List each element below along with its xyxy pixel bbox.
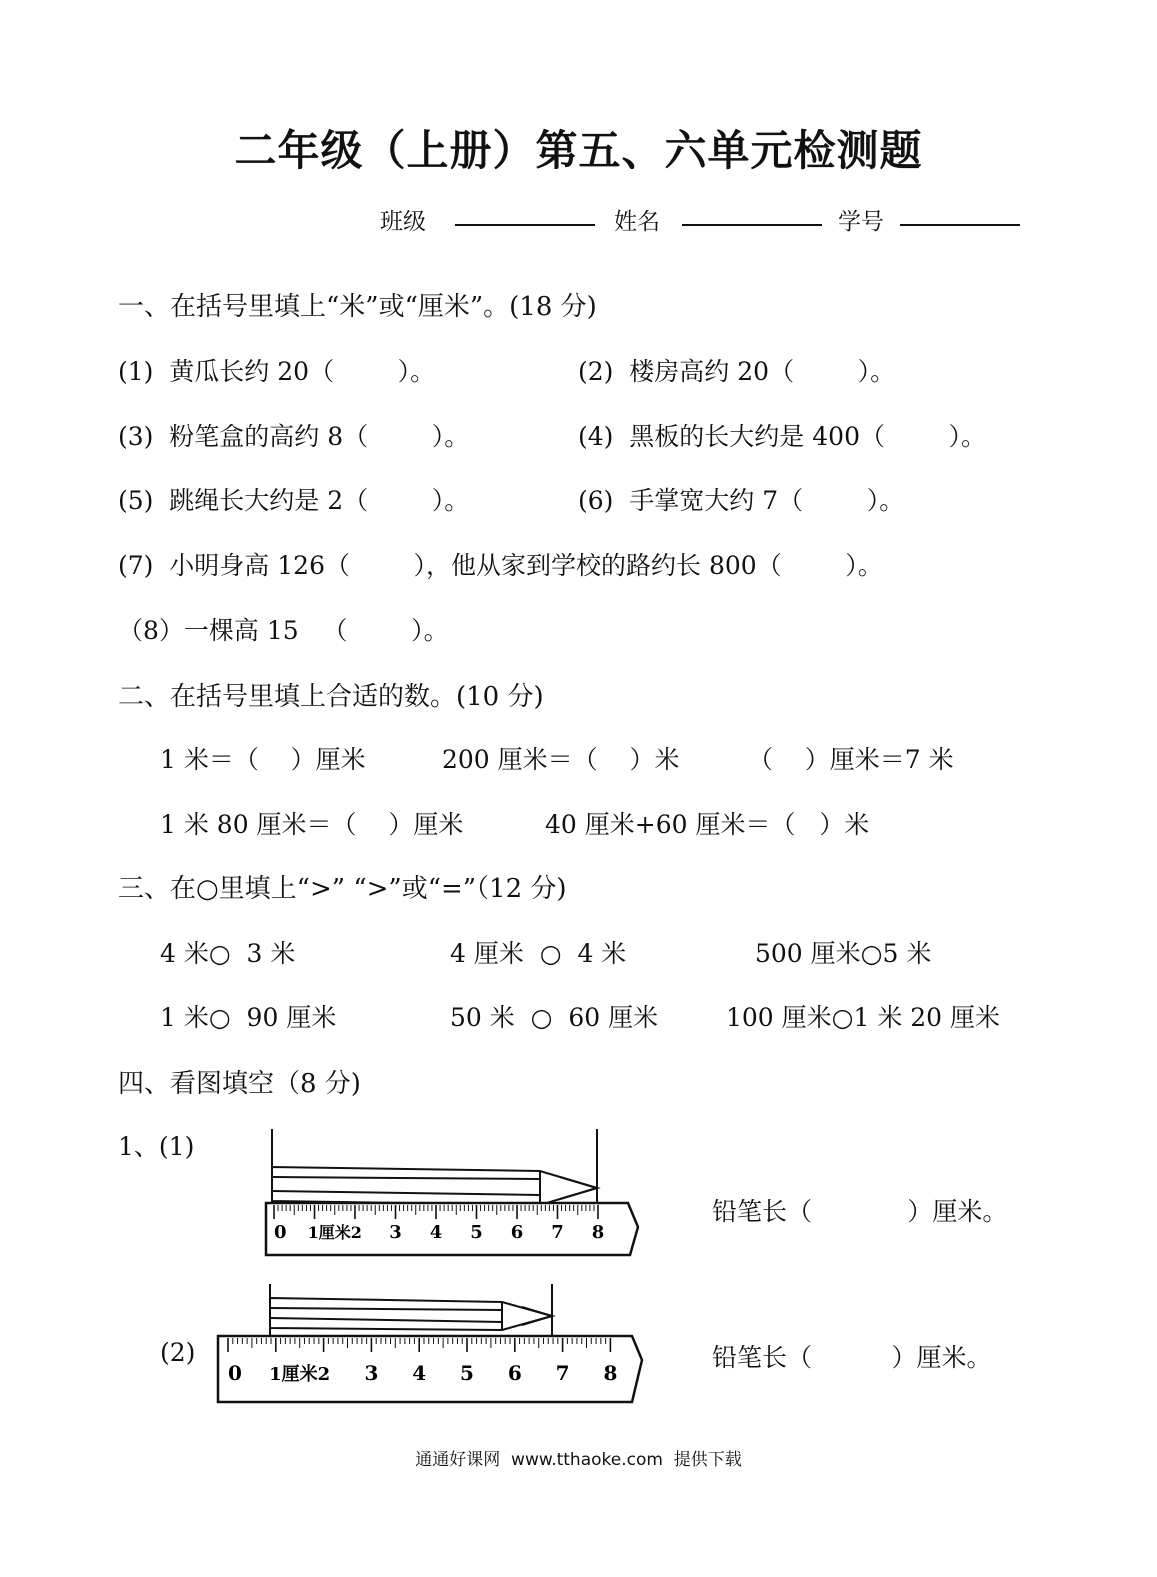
- question-5: (5) 跳绳长大约是 2（ ）。: [118, 486, 470, 515]
- ruler-label: 5: [470, 1222, 483, 1243]
- conversion-1: 1 米＝（ ）厘米: [160, 745, 366, 774]
- figure-pencil-ruler-1: [260, 1125, 650, 1265]
- question-6: (6) 手掌宽大约 7（ ）。: [578, 486, 905, 515]
- question-8: （8）一棵高 15 （ ）。: [118, 616, 449, 645]
- ruler-label: 4: [412, 1361, 427, 1385]
- ruler-label: 8: [591, 1222, 605, 1243]
- pencil: [272, 1167, 597, 1205]
- ruler-label: 0: [274, 1222, 287, 1243]
- question-2: (2) 楼房高约 20（ ）。: [578, 357, 896, 386]
- ruler-label: 7: [551, 1222, 564, 1243]
- ruler-label: 5: [460, 1361, 474, 1385]
- class-label: 班级: [380, 209, 426, 235]
- name-label: 姓名: [614, 209, 660, 235]
- ruler-label: 4: [429, 1222, 443, 1243]
- compare-6: 100 厘米○1 米 20 厘米: [726, 1003, 1001, 1032]
- ruler-label: 0: [228, 1361, 242, 1385]
- pencil: [270, 1298, 552, 1330]
- ruler-label: 1厘米2: [269, 1364, 331, 1385]
- question-1: (1) 黄瓜长约 20（ ）。: [118, 357, 436, 386]
- ruler-label: 8: [603, 1361, 618, 1385]
- name-blank-line: [682, 224, 822, 226]
- section2-heading: 二、在括号里填上合适的数。(10 分): [118, 682, 544, 712]
- id-blank-line: [900, 224, 1020, 226]
- section4-heading: 四、看图填空（8 分): [118, 1069, 361, 1099]
- section3-heading: 三、在○里填上“>” “>”或“=”（12 分): [118, 874, 567, 904]
- conversion-3: （ ）厘米＝7 米: [748, 745, 954, 774]
- conversion-5: 40 厘米+60 厘米＝（ ）米: [545, 810, 870, 839]
- part1-label: 1、(1): [118, 1132, 195, 1161]
- class-blank-line: [455, 224, 595, 226]
- compare-5: 50 米 ○ 60 厘米: [450, 1003, 659, 1032]
- part1-answer: 铅笔长（ ）厘米。: [712, 1197, 1008, 1226]
- compare-3: 500 厘米○5 米: [755, 939, 932, 968]
- ruler-label: 6: [510, 1222, 524, 1243]
- section1-heading: 一、在括号里填上“米”或“厘米”。(18 分): [118, 292, 597, 322]
- question-7: (7) 小明身高 126（ ），他从家到学校的路约长 800（ ）。: [118, 551, 883, 580]
- ruler-label: 7: [555, 1361, 570, 1385]
- page-title: 二年级（上册）第五、六单元检测题: [234, 126, 923, 175]
- conversion-2: 200 厘米＝（ ）米: [442, 745, 680, 774]
- figure-pencil-ruler-2: [210, 1280, 650, 1410]
- ruler-label: 1厘米2: [307, 1223, 362, 1242]
- ruler-label: 3: [389, 1222, 402, 1243]
- ruler-label: 3: [364, 1361, 379, 1385]
- compare-1: 4 米○ 3 米: [160, 939, 296, 968]
- compare-4: 1 米○ 90 厘米: [160, 1003, 337, 1032]
- question-4: (4) 黑板的长大约是 400（ ）。: [578, 422, 987, 451]
- footer-text: 通通好课网 www.tthaoke.com 提供下载: [415, 1450, 742, 1470]
- ruler-label: 6: [507, 1361, 522, 1385]
- compare-2: 4 厘米 ○ 4 米: [450, 939, 627, 968]
- ruler-labels: [274, 1222, 604, 1243]
- conversion-4: 1 米 80 厘米＝（ ）厘米: [160, 810, 464, 839]
- part2-answer: 铅笔长（ ）厘米。: [712, 1343, 992, 1372]
- ruler-labels: [228, 1361, 617, 1385]
- id-label: 学号: [838, 209, 884, 235]
- part2-label: (2): [160, 1338, 196, 1367]
- question-3: (3) 粉笔盒的高约 8（ ）。: [118, 422, 470, 451]
